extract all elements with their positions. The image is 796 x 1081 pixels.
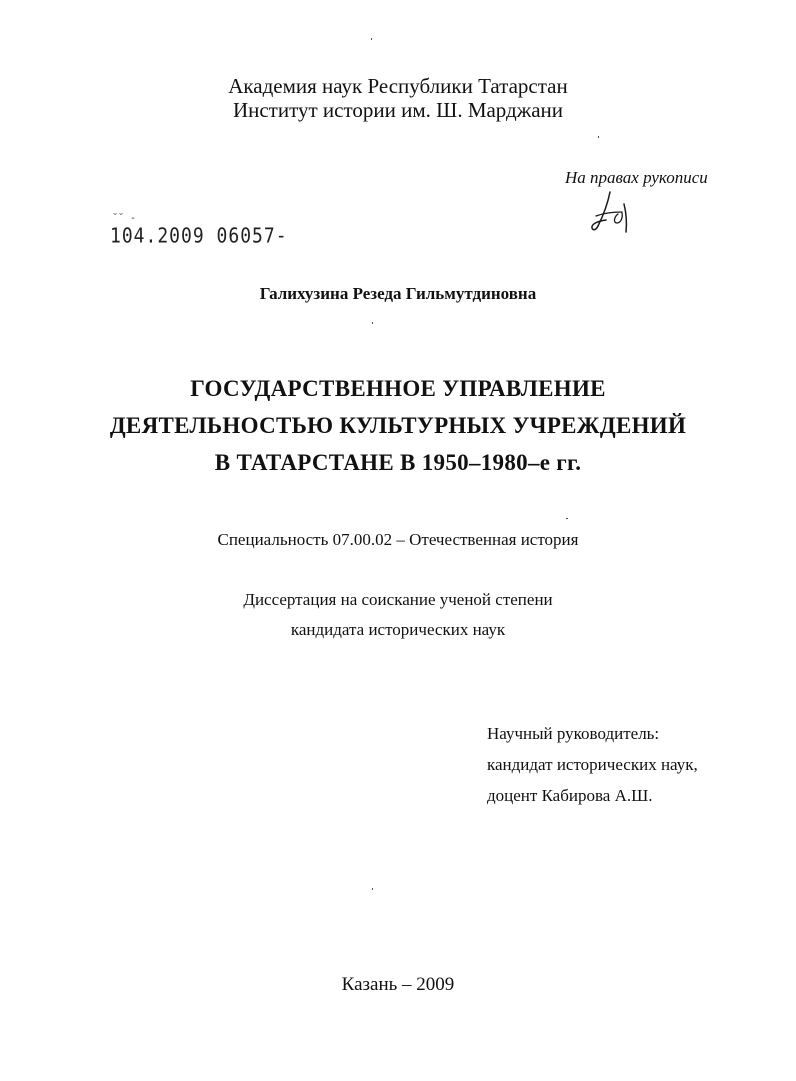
manuscript-rights-note: На правах рукописи [565,168,708,187]
city-year: Казань – 2009 [341,974,455,995]
scan-speck [372,888,373,890]
dissertation-title [0,370,796,481]
supervisor-block [487,718,698,811]
institution-block [0,74,796,122]
handwritten-signature [588,190,638,234]
scan-speck [372,322,373,324]
scan-speck [598,136,599,138]
dissertation-line-1: Диссертация на соискание ученой степени [243,590,553,609]
title-line-2: ДЕЯТЕЛЬНОСТЬЮ КУЛЬТУРНЫХ УЧРЕЖДЕНИЙ [109,413,687,438]
author-name: Галихузина Резеда Гильмутдиновна [259,284,537,303]
dissertation-purpose [0,585,796,645]
archive-stamp-number: 104.2009 06057- [110,224,288,249]
stamp-top-marks: ˘˘ - [112,213,137,224]
academy-name: Академия наук Республики Татарстан [228,74,568,98]
specialty-line: Специальность 07.00.02 – Отечественная история [217,530,579,549]
dissertation-line-2: кандидата исторических наук [290,620,506,639]
institute-name: Институт истории им. Ш. Марджани [232,98,564,122]
supervisor-name: доцент Кабирова А.Ш. [487,786,653,805]
title-line-3: В ТАТАРСТАНЕ В 1950–1980–е гг. [214,450,582,475]
scan-speck [371,38,372,40]
supervisor-label: Научный руководитель: [487,724,660,743]
scan-speck [566,518,568,519]
supervisor-degree: кандидат исторических наук, [487,755,698,774]
title-line-1: ГОСУДАРСТВЕННОЕ УПРАВЛЕНИЕ [190,376,606,401]
